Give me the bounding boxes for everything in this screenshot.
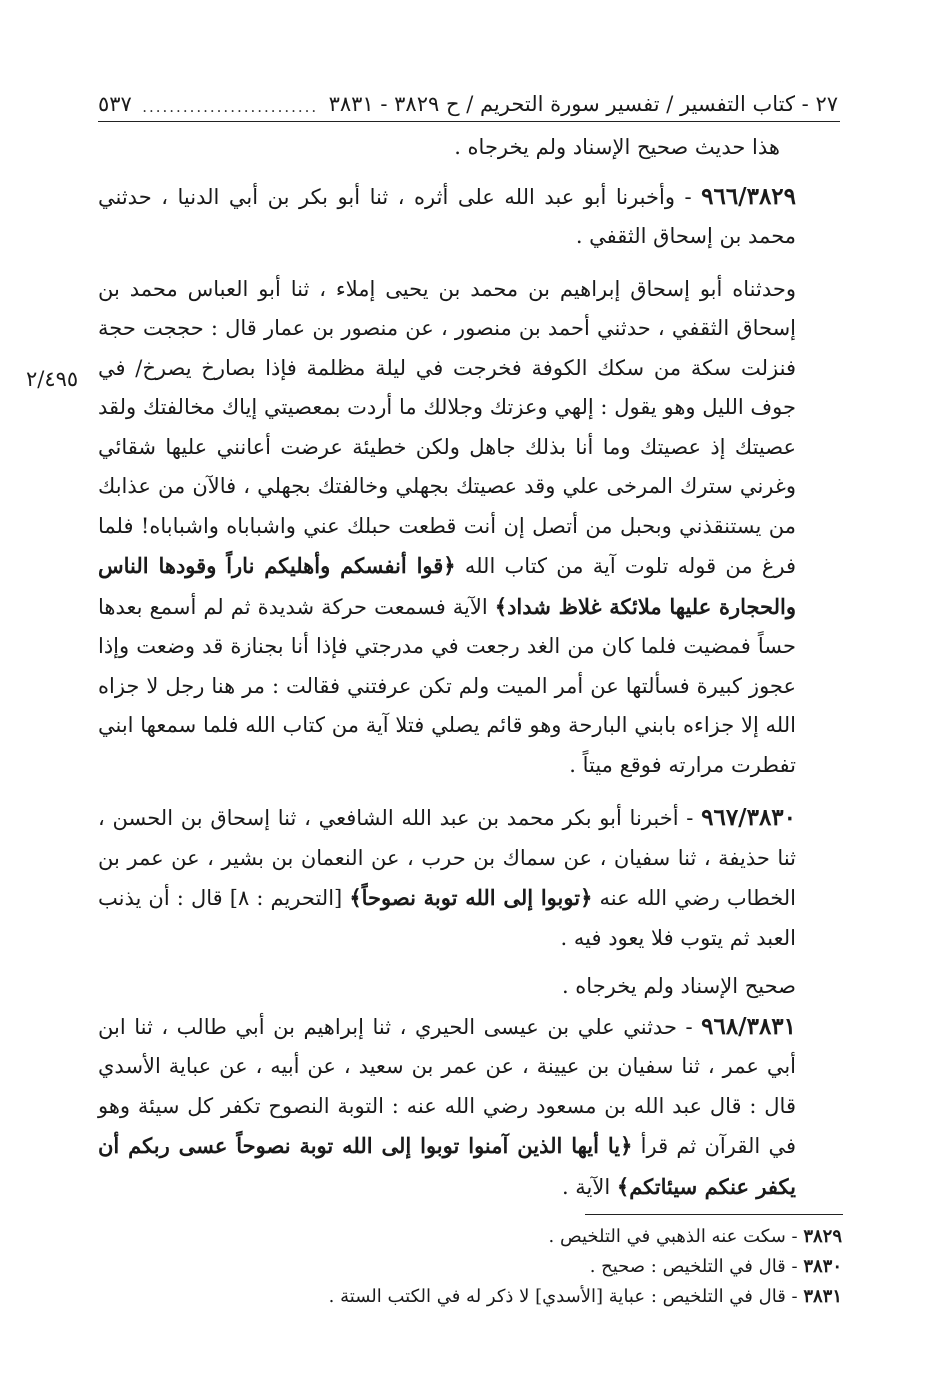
page-number: ٥٣٧ [98, 92, 132, 116]
footnote [98, 1252, 842, 1282]
quran-verse: ﴿توبوا إلى الله توبة نصوحاً﴾ [349, 885, 593, 910]
footnote-number: ٣٨٢٩ [803, 1226, 842, 1247]
footnote-text: - سكت عنه الذهبي في التلخيص . [548, 1226, 804, 1247]
footnote-number: ٣٨٣١ [803, 1286, 842, 1307]
hadith-number: ٩٦٧/٣٨٣٠ [701, 804, 796, 831]
hadith-3829 [98, 177, 842, 257]
footnote [98, 1282, 842, 1312]
leader-dots: .......................... [142, 98, 319, 116]
header-rule [98, 121, 840, 122]
hadith-text: - وأخبرنا أبو عبد الله على أثره ، ثنا أبو بكر بن أبي الدنيا ، حدثني محمد بن إسحاق الثقفي . [98, 184, 796, 248]
hadith-text: - أخبرنا أبو بكر محمد بن عبد الله الشافعي ، ثنا إسحاق بن الحسن ، ثنا حذيفة ، ثنا سفيان ، عن سماك بن حرب ، عن النعمان بن بشير ، عن عمر بن الخطاب رضي الله عنه [98, 806, 796, 910]
hadith-number: ٩٦٦/٣٨٢٩ [701, 182, 796, 210]
footnote-text: - قال في التلخيص : عباية [الأسدي] لا ذكر له في الكتب الستة . [328, 1286, 804, 1307]
footnote-number: ٣٨٣٠ [803, 1256, 842, 1277]
narration-paragraph [98, 270, 842, 786]
running-header [98, 84, 838, 116]
narration-text-continued: الآية فسمعت حركة شديدة ثم لم أسمع بعدها حساً فمضيت فلما كان من الغد رجعت في مدرجتي فإذا أنا بجنازة قد وضعت وإذا عجوز كبيرة فسألتها عن أمر الميت ولم تكن عرفتني فقالت : مر هنا رجل لا جزاه الله إلا جزاءه بابني البارحة وهو قائم يصلي فتلا آية من كتاب الله فلما سمعها ابني تفطرت مرارته فوقع ميتاً . [98, 594, 796, 777]
authentication-remark: صحيح الإسناد ولم يخرجاه . [561, 974, 796, 998]
quran-verse: ﴿يا أيها الذين آمنوا توبوا إلى الله توبة نصوحاً عسى ربكم أن يكفر عنكم سيئاتكم﴾ [98, 1133, 796, 1199]
hadith-3830 [98, 798, 842, 958]
margin-volume-page-ref: ٢/٤٩٥ [26, 367, 79, 391]
page-body [98, 128, 842, 1207]
hadith-text-tail: الآية . [561, 1174, 617, 1199]
footnotes [98, 1222, 842, 1312]
hadith-3831 [98, 1007, 842, 1208]
footnote [98, 1222, 842, 1252]
authentication-remark: هذا حديث صحيح الإسناد ولم يخرجاه . [454, 135, 780, 159]
hadith-number: ٩٦٨/٣٨٣١ [701, 1012, 796, 1040]
hadith-text-tail: [التحريم : ٨] قال : أن يذنب العبد ثم يتوب فلا يعود فيه . [98, 886, 796, 950]
quran-verse: ﴿قوا أنفسكم وأهليكم ناراً وقودها الناس والحجارة عليها ملائكة غلاظ شداد﴾ [98, 553, 796, 619]
narration-text: وحدثناه أبو إسحاق إبراهيم بن محمد بن يحيى إملاء ، ثنا أبو العباس محمد بن إسحاق الثقفي ، حدثني أحمد بن منصور ، عن منصور بن عمار قال : حججت حجة فنزلت سكة من سكك الكوفة فخرجت في ليلة مظلمة فإذا بصارخ يصرخ/ في جوف الليل وهو يقول : إلهي وعزتك وجلالك ما أردت بمعصيتي إياك مخالفتك ولقد عصيتك إذ عصيتك وما أنا بذلك جاهل ولكن خطيئة عرضت أعانني عليها شقائي وغرني سترك المرخى علي وقد عصيتك بجهلي وخالفتك بجهلي ، فالآن من عذابك من يستنقذني وبحبل من أتصل إن أنت قطعت حبلك عني واشباباه واشباباه! فلما فرغ من قوله تلوت آية من كتاب الله [98, 276, 796, 578]
chapter-title: ٢٧ - كتاب التفسير / تفسير سورة التحريم / ح ٣٨٢٩ - ٣٨٣١ [328, 92, 838, 116]
footnote-text: - قال في التلخيص : صحيح . [589, 1256, 804, 1277]
hadith-text: - حدثني علي بن عيسى الحيري ، ثنا إبراهيم بن أبي طالب ، ثنا ابن أبي عمر ، ثنا سفيان بن عيينة ، عن عمر بن سعيد ، عن أبيه ، عن عباية الأسدي قال : قال عبد الله بن مسعود رضي الله عنه : التوبة النصوح تكفر كل سيئة وهو في القرآن ثم قرأ [98, 1014, 796, 1158]
footnote-rule [585, 1214, 843, 1215]
